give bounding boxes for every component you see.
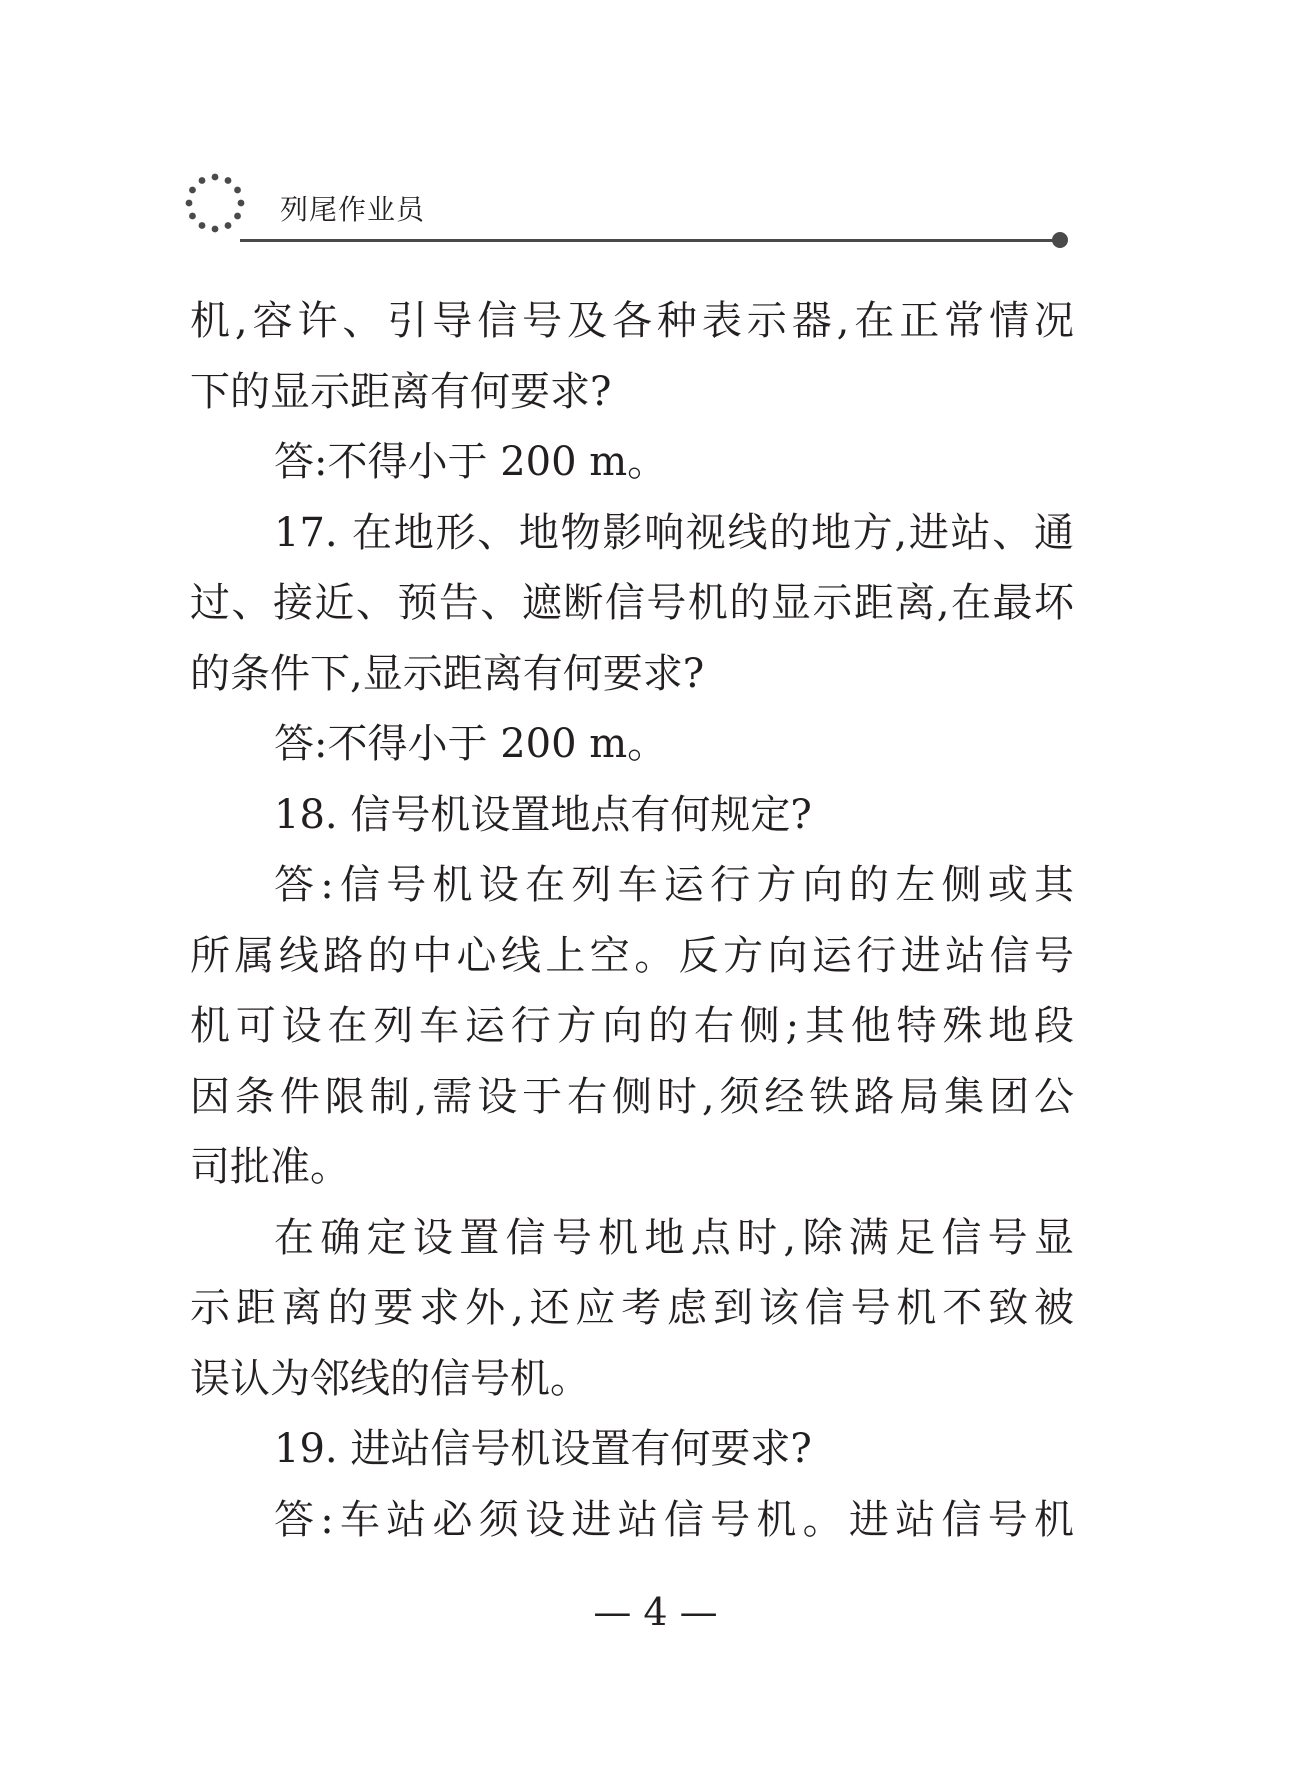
- text-line: 答:不得小于 200 m。: [274, 721, 668, 767]
- text-line: 19. 进站信号机设置有何要求?: [274, 1426, 812, 1472]
- text-line: 因条件限制,需设于右侧时,须经铁路局集团公: [190, 1073, 1074, 1120]
- ring-dot: [234, 187, 241, 194]
- text-line: 机,容许、引导信号及各种表示器,在正常情况: [190, 298, 1074, 344]
- text-line: 司批准。: [190, 1144, 350, 1190]
- text-line: 误认为邻线的信号机。: [190, 1355, 590, 1402]
- text-line: 的条件下,显示距离有何要求?: [190, 650, 705, 697]
- body-text: [190, 286, 1074, 1555]
- ring-dot: [186, 200, 193, 207]
- ring-dot: [199, 222, 206, 229]
- text-line: 下的显示距离有何要求?: [190, 368, 612, 415]
- header-rule: [240, 239, 1058, 242]
- ring-dot: [189, 187, 196, 194]
- text-line: 示距离的要求外,还应考虑到该信号机不致被: [190, 1285, 1074, 1331]
- header-title: 列尾作业员: [280, 193, 426, 226]
- ring-dot: [234, 213, 241, 220]
- text-line: 过、接近、预告、遮断信号机的显示距离,在最坏: [190, 580, 1074, 626]
- ring-dot: [212, 174, 219, 181]
- text-line: 答:信号机设在列车运行方向的左侧或其: [274, 862, 1074, 908]
- ring-dot: [189, 213, 196, 220]
- text-line: 答:车站必须设进站信号机。进站信号机: [274, 1496, 1074, 1543]
- text-line: 机可设在列车运行方向的右侧;其他特殊地段: [190, 1003, 1074, 1049]
- ring-dot: [225, 222, 232, 229]
- dotted-circle-icon: [180, 168, 250, 238]
- ring-dot: [212, 226, 219, 233]
- text-line: 17. 在地形、地物影响视线的地方,进站、通: [274, 509, 1074, 556]
- text-line: 18. 信号机设置地点有何规定?: [274, 791, 812, 838]
- running-header: [180, 168, 1080, 248]
- ring-dot: [225, 177, 232, 184]
- header-rule-dot: [1052, 232, 1068, 248]
- ring-dot: [199, 177, 206, 184]
- ring-dot: [238, 200, 245, 207]
- text-line: 在确定设置信号机地点时,除满足信号显: [274, 1214, 1074, 1261]
- page-number: — 4 —: [593, 1590, 718, 1634]
- text-line: 所属线路的中心线上空。反方向运行进站信号: [190, 932, 1074, 979]
- text-line: 答:不得小于 200 m。: [274, 439, 668, 485]
